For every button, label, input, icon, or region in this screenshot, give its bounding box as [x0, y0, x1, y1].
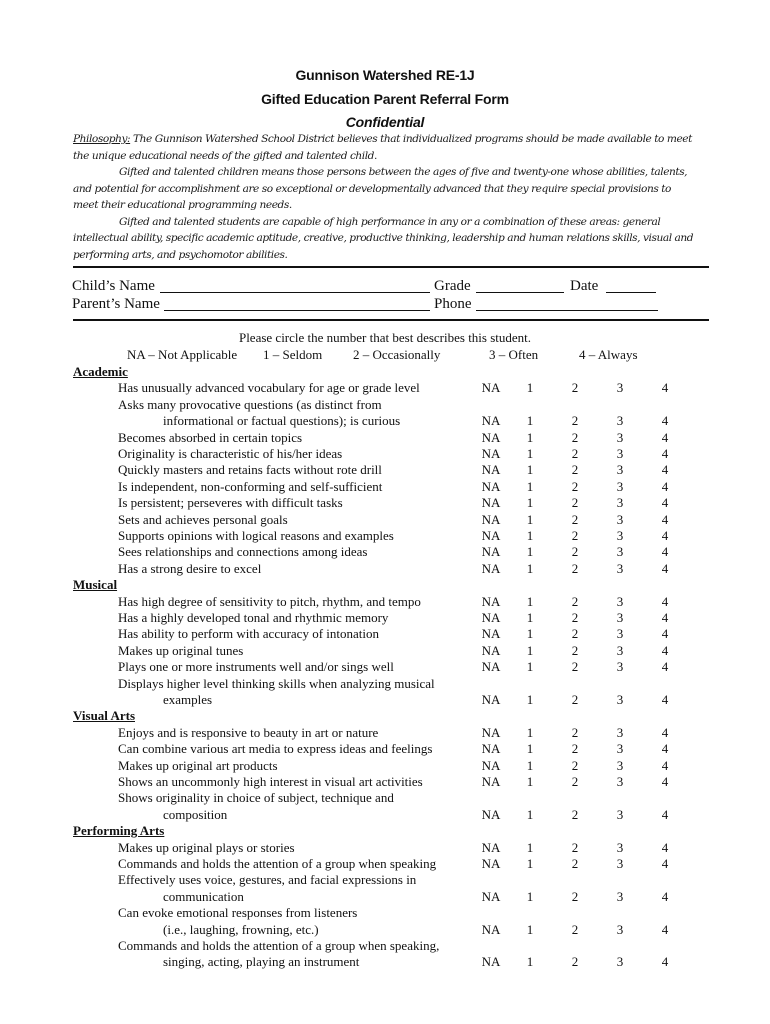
item-text: Effectively uses voice, gestures, and facial expressions in	[118, 872, 417, 888]
rating-option-1[interactable]: 1	[526, 954, 534, 970]
rating-option-4[interactable]: 4	[661, 413, 669, 429]
rating-option-1[interactable]: 1	[526, 806, 534, 822]
rating-option-2[interactable]: 2	[571, 462, 579, 478]
rating-option-4[interactable]: 4	[661, 692, 669, 707]
rating-option-2[interactable]: 2	[571, 839, 579, 855]
rating-option-1[interactable]: 1	[526, 560, 534, 576]
rating-option-2[interactable]: 2	[571, 642, 579, 658]
rating-option-2[interactable]: 2	[571, 478, 579, 494]
item-text: Asks many provocative questions (as distinct from	[118, 396, 382, 412]
item-text: Has high degree of sensitivity to pitch, rhythm, and tempo	[118, 593, 421, 609]
rating-option-4[interactable]: 4	[661, 774, 669, 789]
rating-option-na[interactable]: NA	[481, 724, 501, 740]
rating-option-1[interactable]: 1	[526, 921, 534, 937]
rating-option-2[interactable]: 2	[571, 888, 579, 904]
rating-option-3[interactable]: 3	[616, 380, 624, 396]
rating-option-2[interactable]: 2	[571, 741, 579, 757]
rating-option-na[interactable]: NA	[481, 659, 501, 675]
rating-option-1[interactable]: 1	[526, 462, 534, 478]
rating-option-na[interactable]: NA	[481, 511, 501, 527]
rating-option-1[interactable]: 1	[526, 626, 534, 642]
rating-option-1[interactable]: 1	[526, 528, 534, 543]
rating-option-2[interactable]: 2	[571, 757, 579, 773]
rating-option-4[interactable]: 4	[661, 888, 669, 904]
rating-option-1[interactable]: 1	[526, 544, 534, 560]
date-label: Date	[570, 278, 599, 294]
scale-always: 4 – Always	[579, 347, 638, 362]
rating-option-3[interactable]: 3	[616, 839, 624, 855]
rating-option-2[interactable]: 2	[571, 413, 579, 429]
section-heading-musical: Musical	[73, 577, 118, 593]
rating-option-4[interactable]: 4	[661, 642, 669, 658]
item-text: Shows originality in choice of subject, technique and	[118, 790, 394, 806]
rating-option-na[interactable]: NA	[481, 888, 501, 904]
item-text: Becomes absorbed in certain topics	[118, 429, 303, 445]
rating-option-na[interactable]: NA	[481, 839, 501, 855]
rating-option-4[interactable]: 4	[661, 593, 669, 609]
rating-option-4[interactable]: 4	[661, 741, 669, 757]
rating-option-2[interactable]: 2	[571, 724, 579, 740]
rating-option-2[interactable]: 2	[571, 593, 579, 609]
item-text: Has a strong desire to excel	[118, 560, 262, 576]
rating-option-na[interactable]: NA	[481, 593, 501, 609]
item-text: Enjoys and is responsive to beauty in art or nature	[118, 724, 379, 740]
rating-option-na[interactable]: NA	[481, 642, 501, 658]
rating-option-na[interactable]: NA	[481, 774, 501, 789]
rating-option-na[interactable]: NA	[481, 806, 501, 822]
rating-option-1[interactable]: 1	[526, 642, 534, 658]
rating-option-1[interactable]: 1	[526, 511, 534, 527]
rating-option-1[interactable]: 1	[526, 413, 534, 429]
rating-option-3[interactable]: 3	[616, 921, 624, 937]
phone-label: Phone	[434, 296, 472, 312]
item-text: Supports opinions with logical reasons and examples	[118, 528, 394, 543]
confidential-label: Confidential	[345, 114, 425, 130]
rating-option-4[interactable]: 4	[661, 380, 669, 396]
rating-option-na[interactable]: NA	[481, 462, 501, 478]
rating-option-3[interactable]: 3	[616, 806, 624, 822]
item-text: Can combine various art media to express ideas and feelings	[118, 741, 433, 757]
rating-option-na[interactable]: NA	[481, 380, 501, 396]
rating-option-na[interactable]: NA	[481, 429, 501, 445]
date-field[interactable]	[606, 278, 656, 293]
scale-na: NA – Not Applicable	[127, 347, 238, 362]
item-text: Commands and holds the attention of a group when speaking	[118, 856, 437, 871]
rating-option-na[interactable]: NA	[481, 446, 501, 461]
rating-option-4[interactable]: 4	[661, 757, 669, 773]
rating-option-3[interactable]: 3	[616, 610, 624, 625]
rating-option-4[interactable]: 4	[661, 478, 669, 494]
scale-often: 3 – Often	[489, 347, 539, 362]
rating-option-3[interactable]: 3	[616, 429, 624, 445]
rating-option-2[interactable]: 2	[571, 511, 579, 527]
rating-option-na[interactable]: NA	[481, 741, 501, 757]
divider-top	[73, 266, 709, 268]
rating-option-3[interactable]: 3	[616, 954, 624, 970]
rating-option-2[interactable]: 2	[571, 610, 579, 625]
item-text: Makes up original art products	[118, 757, 278, 773]
rating-option-1[interactable]: 1	[526, 888, 534, 904]
rating-option-na[interactable]: NA	[481, 495, 501, 511]
rating-option-na[interactable]: NA	[481, 413, 501, 429]
item-text: Can evoke emotional responses from listeners	[118, 905, 358, 921]
item-text: Sets and achieves personal goals	[118, 511, 288, 527]
rating-option-2[interactable]: 2	[571, 659, 579, 675]
rating-option-3[interactable]: 3	[616, 626, 624, 642]
rating-option-2[interactable]: 2	[571, 446, 579, 461]
item-text: Plays one or more instruments well and/or sings well	[118, 659, 394, 675]
grade-label: Grade	[434, 278, 471, 294]
form-title: Gifted Education Parent Referral Form	[261, 91, 509, 107]
phone-field[interactable]	[476, 296, 658, 311]
item-text: examples	[163, 692, 213, 707]
rating-option-1[interactable]: 1	[526, 659, 534, 675]
rating-option-4[interactable]: 4	[661, 856, 669, 871]
rating-option-4[interactable]: 4	[661, 610, 669, 625]
rating-option-na[interactable]: NA	[481, 921, 501, 937]
rating-option-3[interactable]: 3	[616, 774, 624, 789]
rating-option-3[interactable]: 3	[616, 413, 624, 429]
rating-option-4[interactable]: 4	[661, 446, 669, 461]
item-text: Has unusually advanced vocabulary for age or grade level	[118, 380, 420, 396]
rating-option-3[interactable]: 3	[616, 659, 624, 675]
rating-option-4[interactable]: 4	[661, 806, 669, 822]
rating-option-4[interactable]: 4	[661, 839, 669, 855]
rating-option-3[interactable]: 3	[616, 856, 624, 871]
philosophy-areas: Gifted and talented students are capable of high performance in any or a combination of these areas: general intellectual ability, specific academic aptitude, creative, productive thinking, leadership and human relations skills, visual and performing arts, and psychomotor abilities.	[73, 215, 694, 261]
district-name: Gunnison Watershed RE-1J	[295, 67, 475, 83]
rating-option-4[interactable]: 4	[661, 954, 669, 970]
item-text: singing, acting, playing an instrument	[163, 954, 360, 970]
rating-option-3[interactable]: 3	[616, 528, 624, 543]
scale-seldom: 1 – Seldom	[263, 347, 323, 362]
rating-option-4[interactable]: 4	[661, 626, 669, 642]
rating-option-3[interactable]: 3	[616, 724, 624, 740]
rating-option-1[interactable]: 1	[526, 741, 534, 757]
rating-option-1[interactable]: 1	[526, 478, 534, 494]
rating-option-na[interactable]: NA	[481, 610, 501, 625]
rating-option-2[interactable]: 2	[571, 806, 579, 822]
rating-option-2[interactable]: 2	[571, 921, 579, 937]
item-text: Sees relationships and connections among ideas	[118, 544, 368, 560]
rating-option-4[interactable]: 4	[661, 429, 669, 445]
rating-option-3[interactable]: 3	[616, 462, 624, 478]
rating-option-4[interactable]: 4	[661, 495, 669, 511]
rating-option-na[interactable]: NA	[481, 560, 501, 576]
rating-option-4[interactable]: 4	[661, 462, 669, 478]
philosophy-label: Philosophy:	[73, 133, 131, 145]
rating-option-2[interactable]: 2	[571, 528, 579, 543]
item-text: Displays higher level thinking skills when analyzing musical	[118, 675, 435, 691]
item-text: Quickly masters and retains facts without rote drill	[118, 462, 382, 478]
item-text: Has a highly developed tonal and rhythmic memory	[118, 610, 389, 625]
rating-option-na[interactable]: NA	[481, 528, 501, 543]
rating-option-4[interactable]: 4	[661, 511, 669, 527]
divider-bottom	[73, 319, 709, 321]
rating-option-2[interactable]: 2	[571, 774, 579, 789]
rating-option-4[interactable]: 4	[661, 659, 669, 675]
rating-option-na[interactable]: NA	[481, 757, 501, 773]
rating-option-na[interactable]: NA	[481, 692, 501, 707]
philosophy-definition: Gifted and talented children means those persons between the ages of five and twenty-one whose abilities, talents, and potential for accomplishment are so exceptional or developmentally advanced that they require special provisions to meet their educational programming needs.	[73, 166, 688, 211]
rating-option-3[interactable]: 3	[616, 593, 624, 609]
rating-option-na[interactable]: NA	[481, 954, 501, 970]
rating-option-1[interactable]: 1	[526, 429, 534, 445]
rating-option-2[interactable]: 2	[571, 544, 579, 560]
item-text: Makes up original plays or stories	[118, 839, 295, 855]
section-heading-performing-arts: Performing Arts	[73, 823, 165, 839]
rating-option-3[interactable]: 3	[616, 757, 624, 773]
grade-field[interactable]	[476, 278, 564, 293]
rating-option-na[interactable]: NA	[481, 856, 501, 871]
rating-option-4[interactable]: 4	[661, 544, 669, 560]
rating-option-3[interactable]: 3	[616, 511, 624, 527]
rating-option-na[interactable]: NA	[481, 544, 501, 560]
rating-option-3[interactable]: 3	[616, 544, 624, 560]
rating-option-3[interactable]: 3	[616, 642, 624, 658]
child-name-field[interactable]	[160, 278, 430, 293]
rating-option-1[interactable]: 1	[526, 692, 534, 707]
rating-option-3[interactable]: 3	[616, 478, 624, 494]
item-text: informational or factual questions); is curious	[163, 413, 401, 429]
instructions: Please circle the number that best describes this student.	[238, 330, 532, 345]
rating-option-1[interactable]: 1	[526, 495, 534, 511]
item-text: (i.e., laughing, frowning, etc.)	[163, 921, 319, 937]
rating-option-3[interactable]: 3	[616, 692, 624, 707]
item-text: Makes up original tunes	[118, 642, 244, 658]
rating-option-1[interactable]: 1	[526, 839, 534, 855]
rating-option-1[interactable]: 1	[526, 774, 534, 789]
item-text: communication	[163, 888, 244, 904]
item-text: Originality is characteristic of his/her ideas	[118, 446, 343, 461]
philosophy-section	[73, 131, 698, 263]
rating-option-2[interactable]: 2	[571, 560, 579, 576]
rating-option-4[interactable]: 4	[661, 724, 669, 740]
item-text: Shows an uncommonly high interest in visual art activities	[118, 774, 423, 789]
item-text: Commands and holds the attention of a group when speaking,	[118, 938, 440, 953]
item-text: Is persistent; perseveres with difficult tasks	[118, 495, 343, 511]
rating-option-2[interactable]: 2	[571, 954, 579, 970]
rating-option-3[interactable]: 3	[616, 741, 624, 757]
philosophy-intro	[73, 131, 698, 164]
rating-option-4[interactable]: 4	[661, 528, 669, 543]
rating-option-3[interactable]: 3	[616, 446, 624, 461]
philosophy-intro-text: The Gunnison Watershed School District believes that individualized programs should be made available to meet the unique educational needs of the gifted and talented child.	[73, 133, 692, 162]
child-name-label: Child’s Name	[72, 278, 155, 294]
rating-option-3[interactable]: 3	[616, 888, 624, 904]
item-text: Is independent, non-conforming and self-sufficient	[118, 478, 383, 494]
parent-name-field[interactable]	[164, 296, 430, 311]
rating-option-3[interactable]: 3	[616, 560, 624, 576]
item-text: composition	[163, 806, 228, 822]
rating-option-1[interactable]: 1	[526, 593, 534, 609]
rating-option-2[interactable]: 2	[571, 495, 579, 511]
rating-option-3[interactable]: 3	[616, 495, 624, 511]
rating-option-1[interactable]: 1	[526, 446, 534, 461]
section-heading-academic: Academic	[73, 364, 128, 379]
item-text: Has ability to perform with accuracy of intonation	[118, 626, 380, 642]
rating-option-2[interactable]: 2	[571, 380, 579, 396]
rating-option-1[interactable]: 1	[526, 380, 534, 396]
scale-occasionally: 2 – Occasionally	[353, 347, 441, 362]
rating-option-4[interactable]: 4	[661, 560, 669, 576]
rating-option-2[interactable]: 2	[571, 626, 579, 642]
parent-name-label: Parent’s Name	[72, 296, 160, 312]
rating-option-1[interactable]: 1	[526, 856, 534, 871]
rating-option-2[interactable]: 2	[571, 692, 579, 707]
rating-option-1[interactable]: 1	[526, 724, 534, 740]
rating-option-na[interactable]: NA	[481, 478, 501, 494]
rating-option-1[interactable]: 1	[526, 757, 534, 773]
rating-option-4[interactable]: 4	[661, 921, 669, 937]
rating-option-2[interactable]: 2	[571, 856, 579, 871]
rating-option-2[interactable]: 2	[571, 429, 579, 445]
rating-option-na[interactable]: NA	[481, 626, 501, 642]
rating-option-1[interactable]: 1	[526, 610, 534, 625]
section-heading-visual-arts: Visual Arts	[73, 708, 135, 724]
